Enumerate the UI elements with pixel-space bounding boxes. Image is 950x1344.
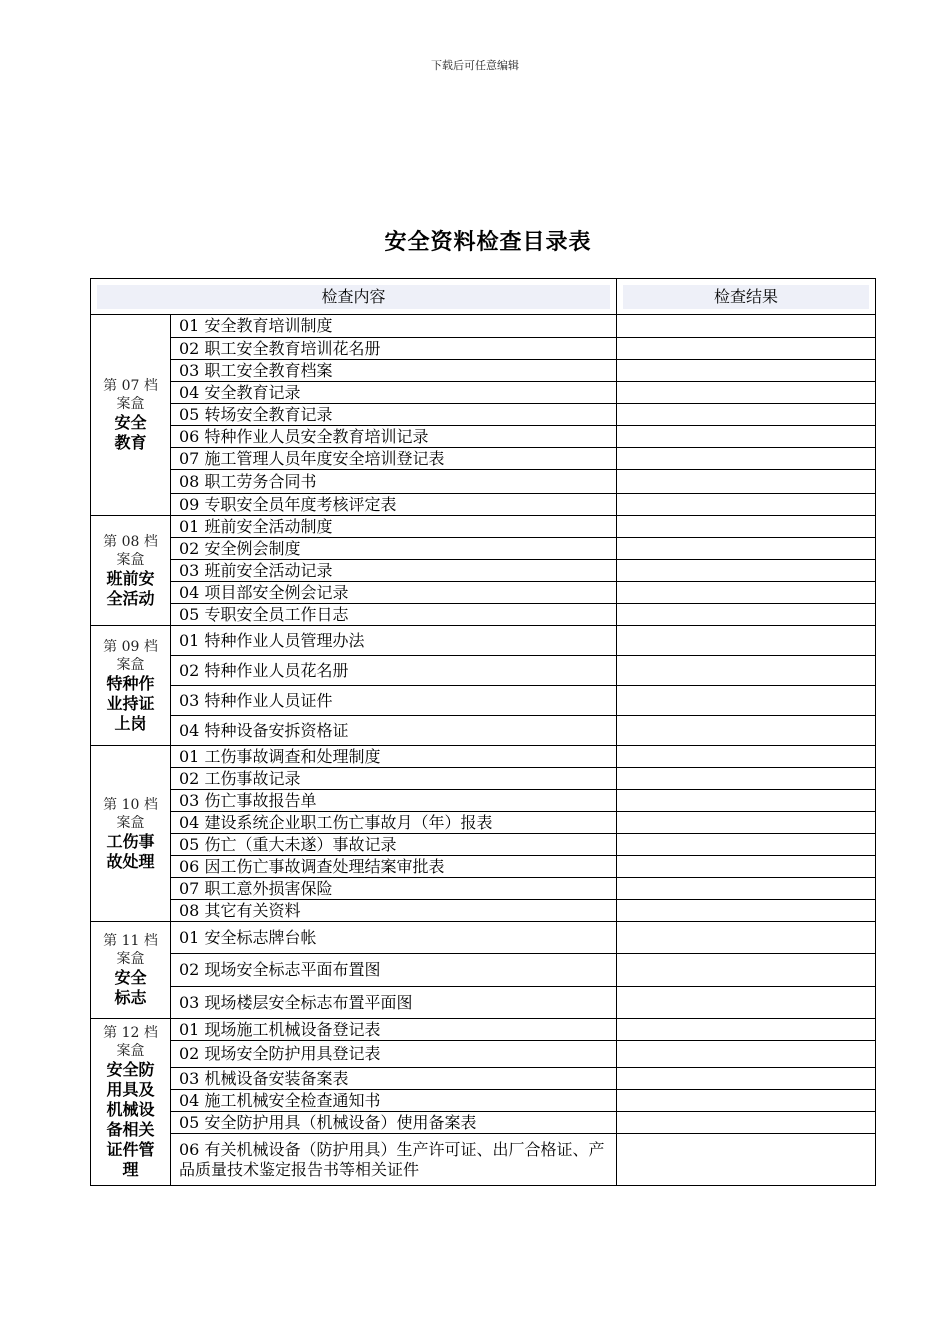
check-item: 03 伤亡事故报告单 [171,790,617,812]
check-result-cell[interactable] [617,516,876,538]
check-item: 05 转场安全教育记录 [171,404,617,426]
table-row [91,315,876,338]
header-note: 下载后可任意编辑 [431,59,519,72]
table-row [91,954,876,987]
table-row [91,338,876,360]
check-result-cell[interactable] [617,448,876,470]
check-item: 01 安全标志牌台帐 [171,922,617,954]
table-row [91,538,876,560]
check-item: 02 现场安全标志平面布置图 [171,954,617,987]
table-row [91,746,876,768]
table-row [91,560,876,582]
check-item: 02 现场安全防护用具登记表 [171,1041,617,1068]
section-category-cell [91,1019,171,1186]
table-row [91,360,876,382]
section-archive-label: 第 11 档 案盒 [103,933,158,967]
check-item: 05 专职安全员工作日志 [171,604,617,626]
table-header-row [91,279,876,315]
check-result-cell[interactable] [617,404,876,426]
check-item: 04 施工机械安全检查通知书 [171,1090,617,1112]
check-result-cell[interactable] [617,382,876,404]
table-row [91,790,876,812]
column-header-content: 检查内容 [91,279,617,315]
table-row [91,922,876,954]
table-row [91,1134,876,1186]
check-item: 08 其它有关资料 [171,900,617,922]
page-title: 安全资料检查目录表 [384,230,592,255]
table-row [91,987,876,1019]
section-name: 安全 教育 [114,413,147,452]
check-item: 09 专职安全员年度考核评定表 [171,494,617,516]
section-archive-label: 第 07 档 案盒 [103,378,158,412]
table-row [91,856,876,878]
checklist-table [90,278,876,1186]
check-result-cell[interactable] [617,656,876,686]
check-item: 03 班前安全活动记录 [171,560,617,582]
table-row [91,812,876,834]
table-row [91,516,876,538]
check-item: 01 安全教育培训制度 [171,315,617,338]
check-item: 03 机械设备安装备案表 [171,1068,617,1090]
section-category-cell [91,516,171,626]
table-row [91,448,876,470]
table-row [91,768,876,790]
section-archive-label: 第 12 档 案盒 [103,1025,158,1059]
check-item: 01 班前安全活动制度 [171,516,617,538]
check-result-cell[interactable] [617,360,876,382]
check-item: 06 因工伤亡事故调查处理结案审批表 [171,856,617,878]
check-item: 05 伤亡（重大未遂）事故记录 [171,834,617,856]
check-item: 06 有关机械设备（防护用具）生产许可证、出厂合格证、产品质量技术鉴定报告书等相关证件 [171,1134,617,1186]
check-result-cell[interactable] [617,834,876,856]
check-result-cell[interactable] [617,470,876,494]
check-item: 04 特种设备安拆资格证 [171,716,617,746]
check-result-cell[interactable] [617,426,876,448]
check-result-cell[interactable] [617,1019,876,1041]
check-item: 03 现场楼层安全标志布置平面图 [171,987,617,1019]
section-archive-label: 第 08 档 案盒 [103,533,158,568]
check-result-cell[interactable] [617,812,876,834]
table-row [91,404,876,426]
check-item: 02 工伤事故记录 [171,768,617,790]
check-result-cell[interactable] [617,604,876,626]
check-item: 07 施工管理人员年度安全培训登记表 [171,448,617,470]
check-item: 05 安全防护用具（机械设备）使用备案表 [171,1112,617,1134]
check-result-cell[interactable] [617,1068,876,1090]
table-row [91,686,876,716]
check-item: 04 安全教育记录 [171,382,617,404]
check-result-cell[interactable] [617,1090,876,1112]
table-row [91,626,876,656]
table-row [91,1112,876,1134]
table-row [91,1068,876,1090]
column-header-result: 检查结果 [617,279,876,315]
check-result-cell[interactable] [617,686,876,716]
section-name: 特种作 业持证 上岗 [106,673,155,733]
table-row [91,1019,876,1041]
table-row [91,426,876,448]
check-result-cell[interactable] [617,922,876,954]
check-item: 01 特种作业人员管理办法 [171,626,617,656]
check-result-cell[interactable] [617,626,876,656]
check-item: 04 项目部安全例会记录 [171,582,617,604]
table-row [91,494,876,516]
check-result-cell[interactable] [617,790,876,812]
table-row [91,656,876,686]
check-item: 01 工伤事故调查和处理制度 [171,746,617,768]
check-result-cell[interactable] [617,768,876,790]
check-item: 06 特种作业人员安全教育培训记录 [171,426,617,448]
section-category-cell [91,922,171,1019]
section-category-cell [91,315,171,516]
check-item: 02 职工安全教育培训花名册 [171,338,617,360]
check-item: 01 现场施工机械设备登记表 [171,1019,617,1041]
check-result-cell[interactable] [617,856,876,878]
check-result-cell[interactable] [617,1041,876,1068]
section-category-cell [91,626,171,746]
check-result-cell[interactable] [617,315,876,338]
check-result-cell[interactable] [617,338,876,360]
check-result-cell[interactable] [617,582,876,604]
table-row [91,716,876,746]
section-name: 班前安 全活动 [106,568,155,608]
check-result-cell[interactable] [617,900,876,922]
check-item: 04 建设系统企业职工伤亡事故月（年）报表 [171,812,617,834]
table-row [91,470,876,494]
check-result-cell[interactable] [617,1134,876,1186]
section-archive-label: 第 10 档 案盒 [103,796,158,831]
check-result-cell[interactable] [617,716,876,746]
table-row [91,1090,876,1112]
check-item: 02 安全例会制度 [171,538,617,560]
table-row [91,878,876,900]
section-name: 安全防 用具及 机械设 备相关 证件管 理 [106,1060,155,1179]
table-row [91,382,876,404]
check-item: 03 特种作业人员证件 [171,686,617,716]
check-result-cell[interactable] [617,746,876,768]
section-name: 安全 标志 [114,968,147,1007]
table-row [91,604,876,626]
check-result-cell[interactable] [617,878,876,900]
table-row [91,834,876,856]
table-row [91,900,876,922]
check-item: 08 职工劳务合同书 [171,470,617,494]
check-result-cell[interactable] [617,560,876,582]
section-category-cell [91,746,171,922]
check-result-cell[interactable] [617,494,876,516]
section-archive-label: 第 09 档 案盒 [103,638,158,673]
section-name: 工伤事 故处理 [106,831,155,871]
check-result-cell[interactable] [617,1112,876,1134]
check-item: 02 特种作业人员花名册 [171,656,617,686]
check-result-cell[interactable] [617,954,876,987]
check-item: 07 职工意外损害保险 [171,878,617,900]
check-result-cell[interactable] [617,538,876,560]
check-item: 03 职工安全教育档案 [171,360,617,382]
table-row [91,1041,876,1068]
check-result-cell[interactable] [617,987,876,1019]
table-row [91,582,876,604]
